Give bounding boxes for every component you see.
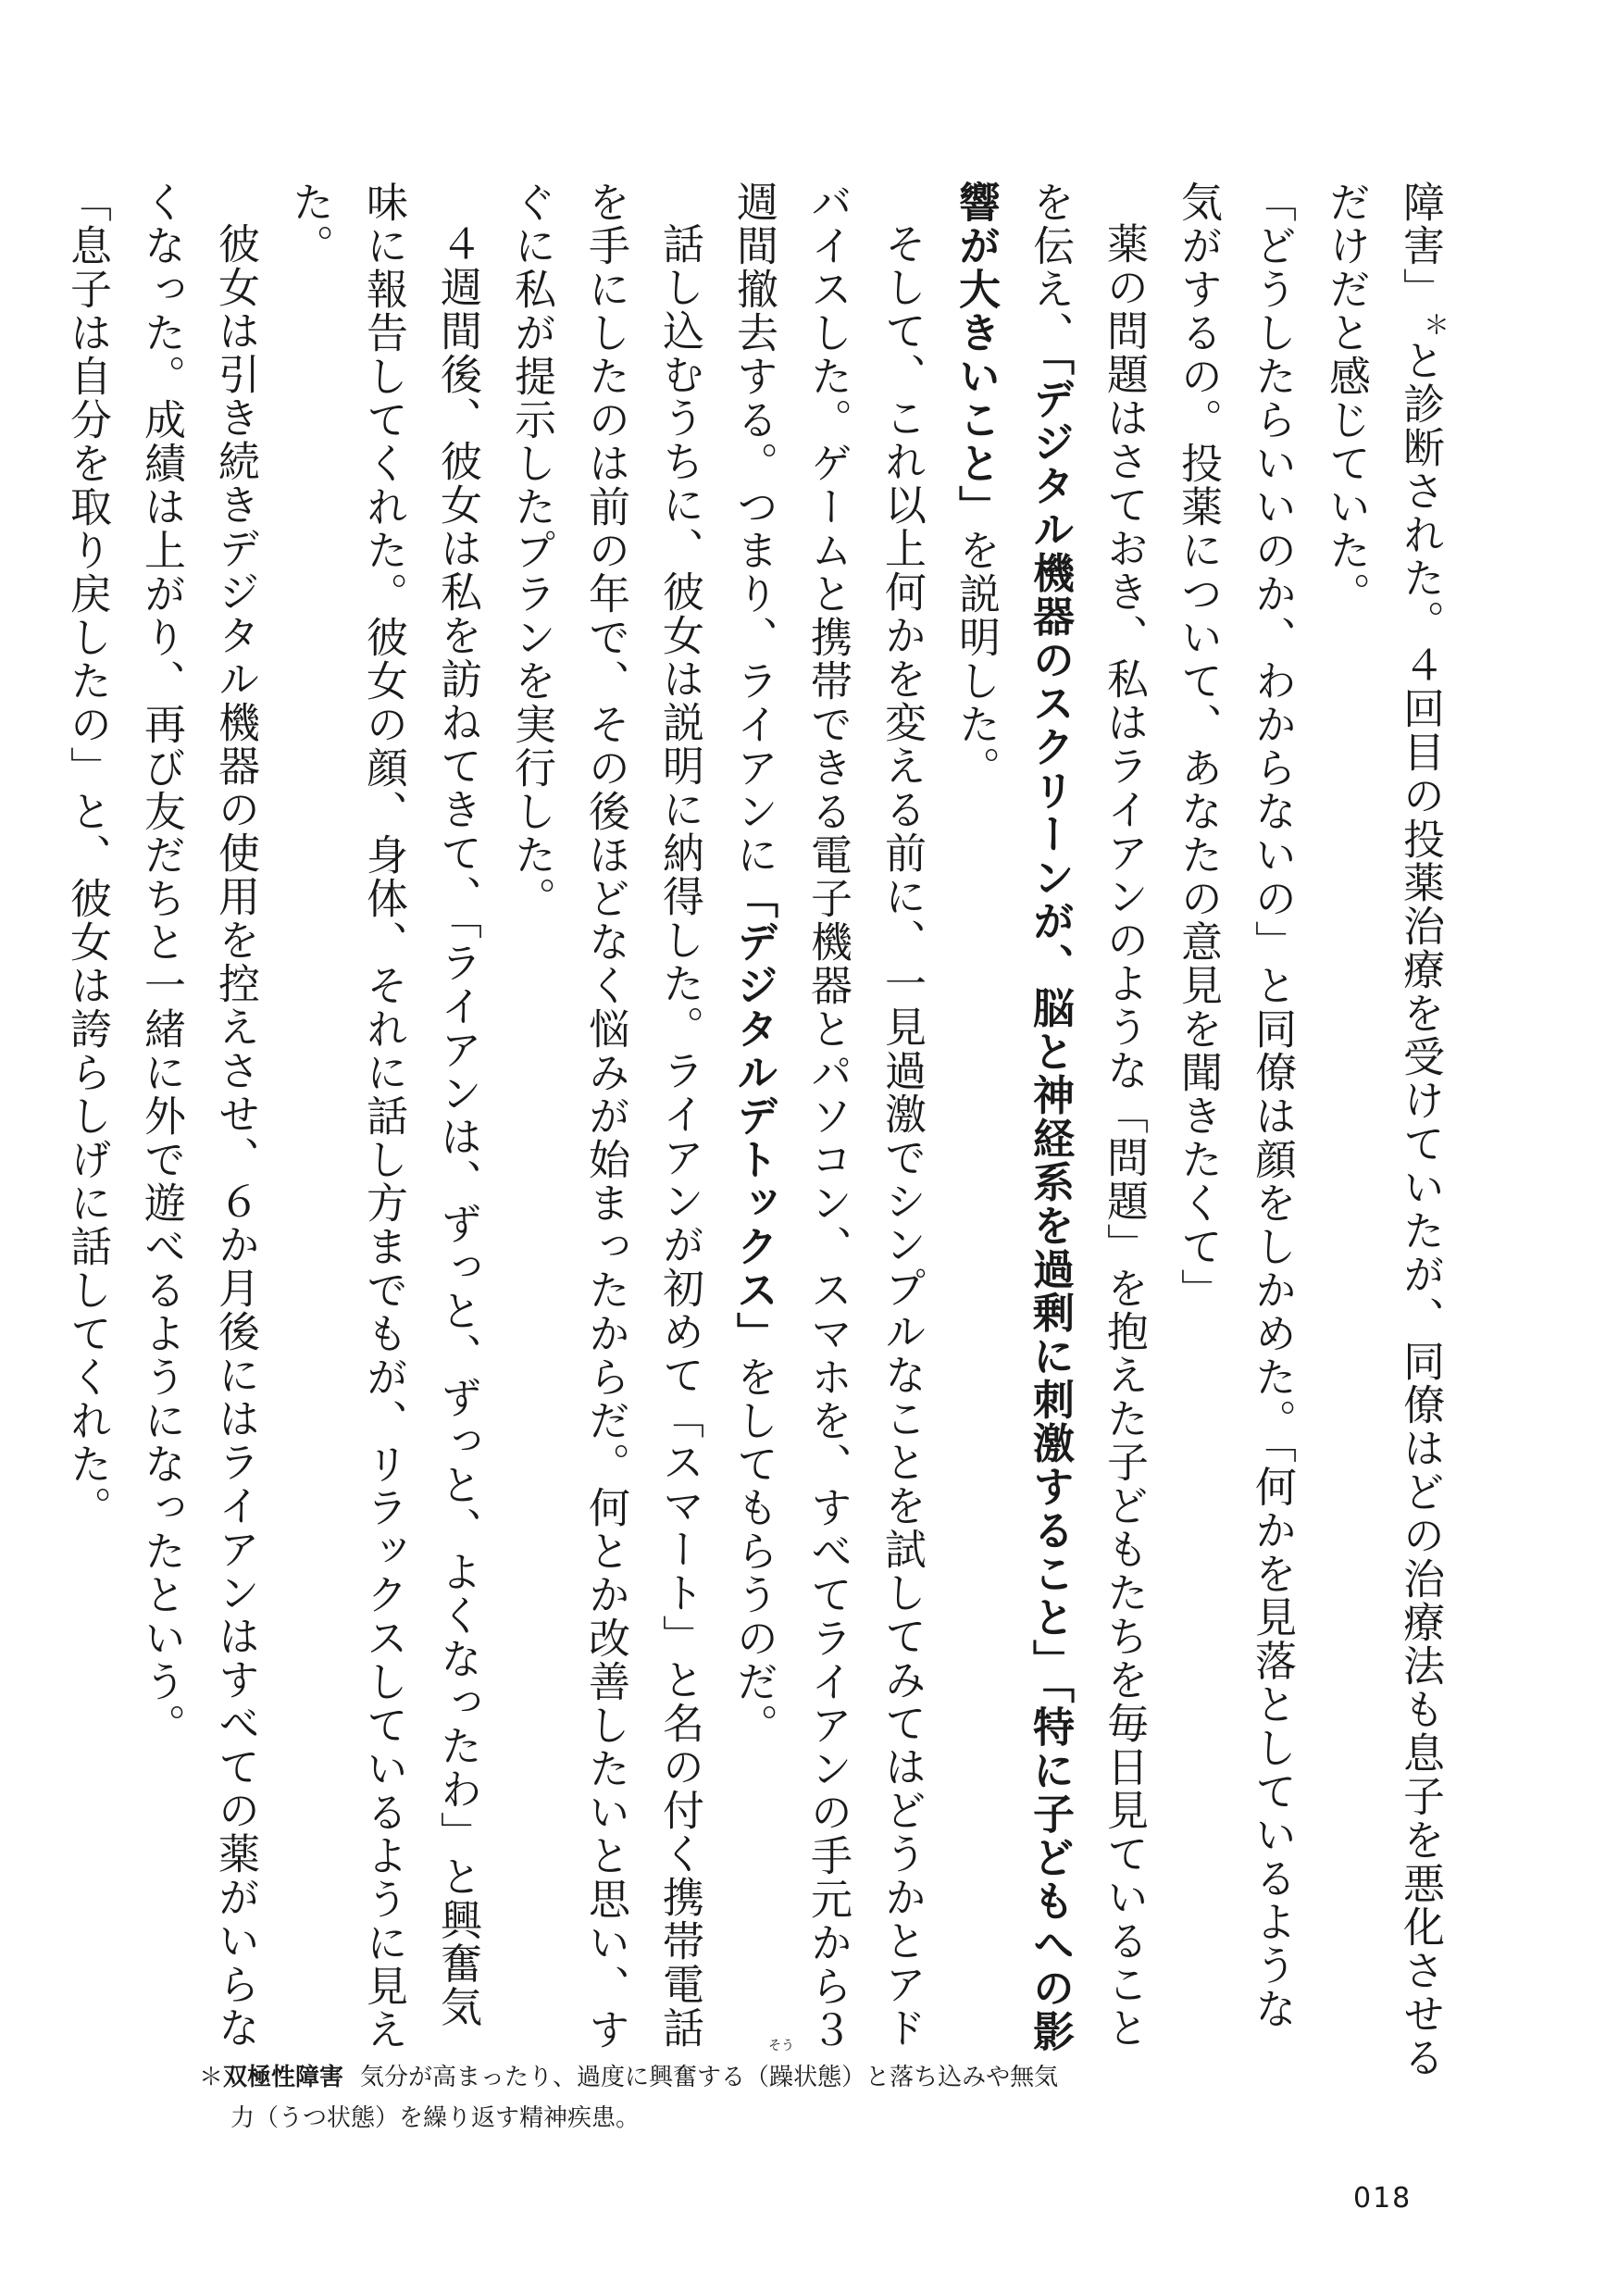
footnote [199, 2039, 1245, 2139]
emphasis-text: 響が大きいこと」 [952, 181, 1001, 529]
text-line: バイスした。ゲームと携帯できる電子機器とパソコン、スマホを、すべてライアンの手元から３ [803, 181, 853, 2052]
ruby-reading: そう [768, 2039, 795, 2053]
text-line: 週間撤去する。つまり、ライアンに「デジタルデトックス」をしてもらうのだ。 [729, 181, 778, 1747]
text-line: 彼女は引き続きデジタル機器の使用を控えさせ、６か月後にはライアンはすべての薬がいらな [211, 222, 260, 2050]
ruby-base: 躁 [769, 2064, 794, 2091]
text-line: だけだと感じていた。 [1322, 181, 1371, 616]
ruby-annotation [768, 2039, 795, 2098]
text-line: 響が大きいこと」を説明した。 [952, 181, 1001, 790]
text-line: 気がするの。投薬について、あなたの意見を聞きたくて」 [1174, 181, 1223, 1312]
text-line: 「どうしたらいいのか、わからないの」と同僚は顔をしかめた。「何かを見落としているような [1248, 181, 1297, 2031]
text-line: た。 [285, 181, 334, 268]
footnote-term: 双極性障害 [223, 2064, 344, 2091]
emphasis-text: 「デジタルデトックス」 [729, 877, 778, 1355]
text-line: ぐに私が提示したプランを実行した。 [507, 181, 556, 920]
footnote-line: ＊双極性障害 気分が高まったり、過度に興奮する（ そう 躁状態）と落ち込みや無気 [199, 2057, 1245, 2098]
text-line: くなった。成績は上がり、再び友だちと一緒に外で遊べるようになったという。 [137, 181, 186, 1747]
text-line: 「息子は自分を取り戻したの」と、彼女は誇らしげに話してくれた。 [63, 181, 112, 1529]
page-number: 018 [1353, 2182, 1413, 2215]
text-line: 障害」＊と診断された。４回目の投薬治療を受けていたが、同僚はどの治療法も息子を悪化させる [1396, 181, 1450, 2079]
text-line: 話し込むうちに、彼女は説明に納得した。ライアンが初めて「スマート」と名の付く携帯電話 [655, 222, 704, 2050]
text-line: 薬の問題はさておき、私はライアンのような「問題」を抱えた子どもたちを毎日見ていること [1100, 222, 1149, 2050]
footnote-mark: ＊ [1420, 311, 1450, 339]
text-line: を伝え、「デジタル機器のスクリーンが、脳と神経系を過剰に刺激すること」「特に子どもへの影 [1026, 181, 1075, 2053]
emphasis-text: 「デジタル機器のスクリーンが、脳と神経系を過剰に刺激すること」「特に子どもへの影 [1026, 355, 1075, 2053]
text-line: そして、これ以上何かを変える前に、一見過激でシンプルなことを試してみてはどうかとアド [877, 222, 927, 2050]
footnote-line: 力（うつ状態）を繰り返す精神疾患。 [230, 2104, 641, 2132]
text-line: 味に報告してくれた。彼女の顔、身体、それに話し方までもが、リラックスしているように見え [359, 181, 408, 2052]
footnote-marker: ＊ [199, 2064, 224, 2091]
text-line: を手にしたのは前の年で、その後ほどなく悩みが始まったからだ。何とか改善したいと思い、す [581, 181, 630, 2052]
text-line: ４週間後、彼女は私を訪ねてきて、「ライアンは、ずっと、ずっと、よくなったわ」と興奮気 [433, 222, 482, 2029]
